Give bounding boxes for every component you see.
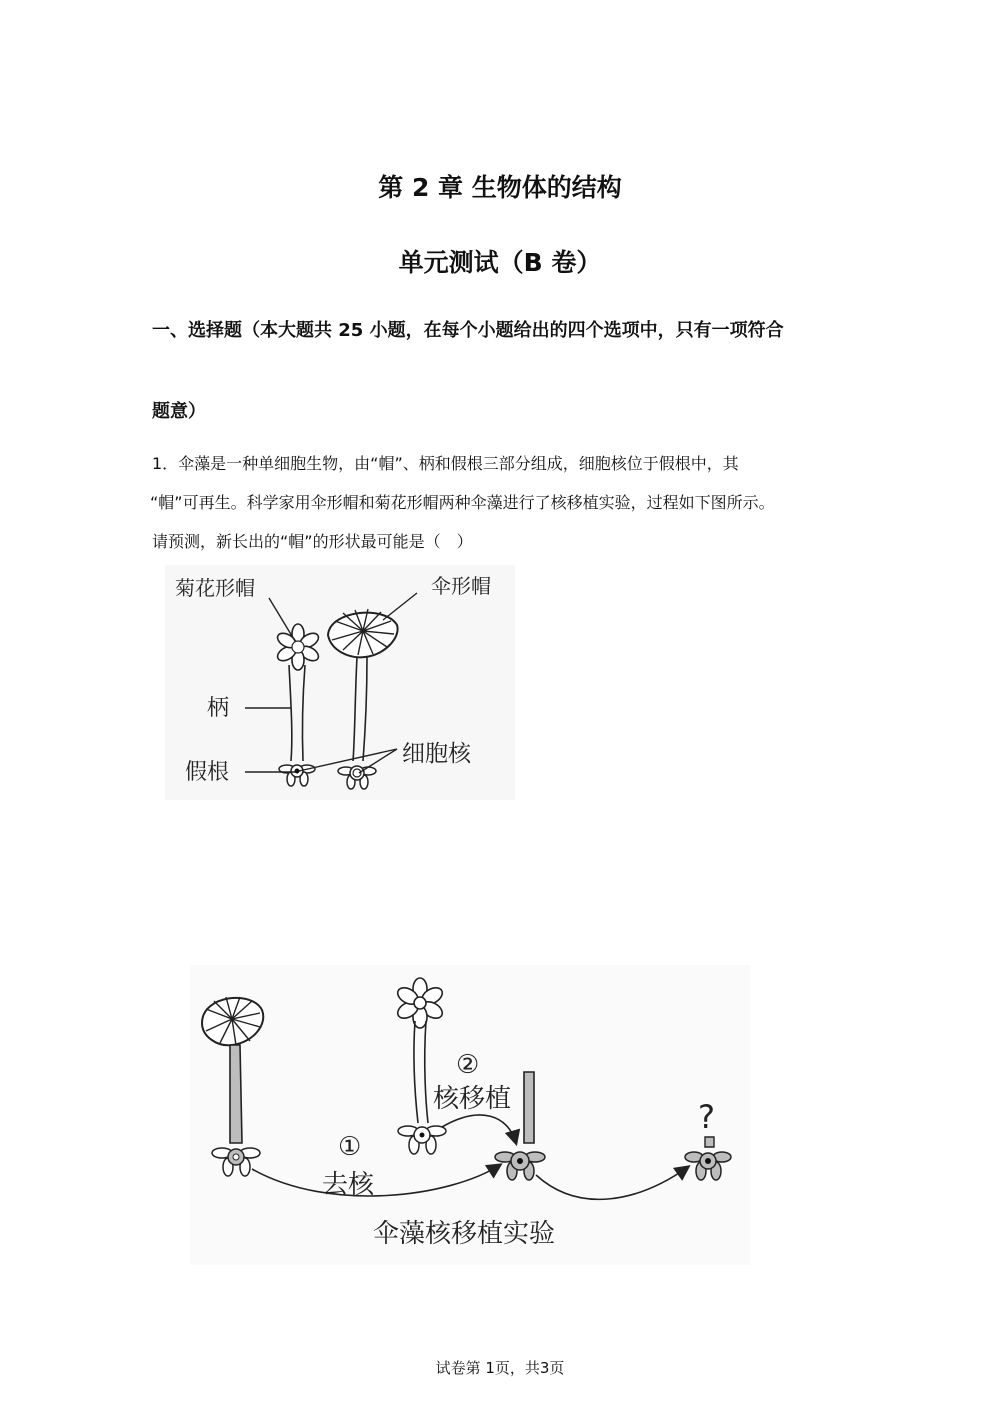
label-stalk: 柄 bbox=[207, 696, 230, 721]
nuclear-transplant-figure bbox=[190, 965, 750, 1265]
figure-caption: 伞藻核移植实验 bbox=[373, 1219, 556, 1249]
section-heading-line2: 题意） bbox=[152, 401, 206, 422]
acetabularia-structure-figure bbox=[165, 565, 515, 800]
page-footer: 试卷第 1页，共3页 bbox=[435, 1359, 565, 1377]
label-rhizoid: 假根 bbox=[185, 760, 230, 785]
question-1-line3: 请预测，新长出的“帽”的形状最可能是（ ） bbox=[152, 532, 473, 551]
question-1-line2: “帽”可再生。科学家用伞形帽和菊花形帽两种伞藻进行了核移植实验，过程如下图所示。 bbox=[150, 493, 775, 512]
label-umbrella-cap: 伞形帽 bbox=[431, 574, 491, 598]
chapter-title: 第 2 章 生物体的结构 bbox=[378, 173, 622, 202]
result-question-mark: ? bbox=[698, 1098, 715, 1136]
label-nucleus: 细胞核 bbox=[402, 741, 471, 767]
step-2-label: 核移植 bbox=[433, 1084, 512, 1114]
step-2-number: ② bbox=[456, 1050, 480, 1080]
label-chrysanthemum-cap: 菊花形帽 bbox=[175, 576, 255, 600]
section-heading-line1: 一、选择题（本大题共 25 小题，在每个小题给出的四个选项中，只有一项符合 bbox=[152, 320, 784, 341]
unit-title: 单元测试（B 卷） bbox=[398, 248, 602, 277]
question-1-line1: 1．伞藻是一种单细胞生物，由“帽”、柄和假根三部分组成，细胞核位于假根中，其 bbox=[152, 454, 739, 473]
step-1-number: ① bbox=[338, 1132, 362, 1162]
step-1-label: 去核 bbox=[322, 1170, 375, 1200]
